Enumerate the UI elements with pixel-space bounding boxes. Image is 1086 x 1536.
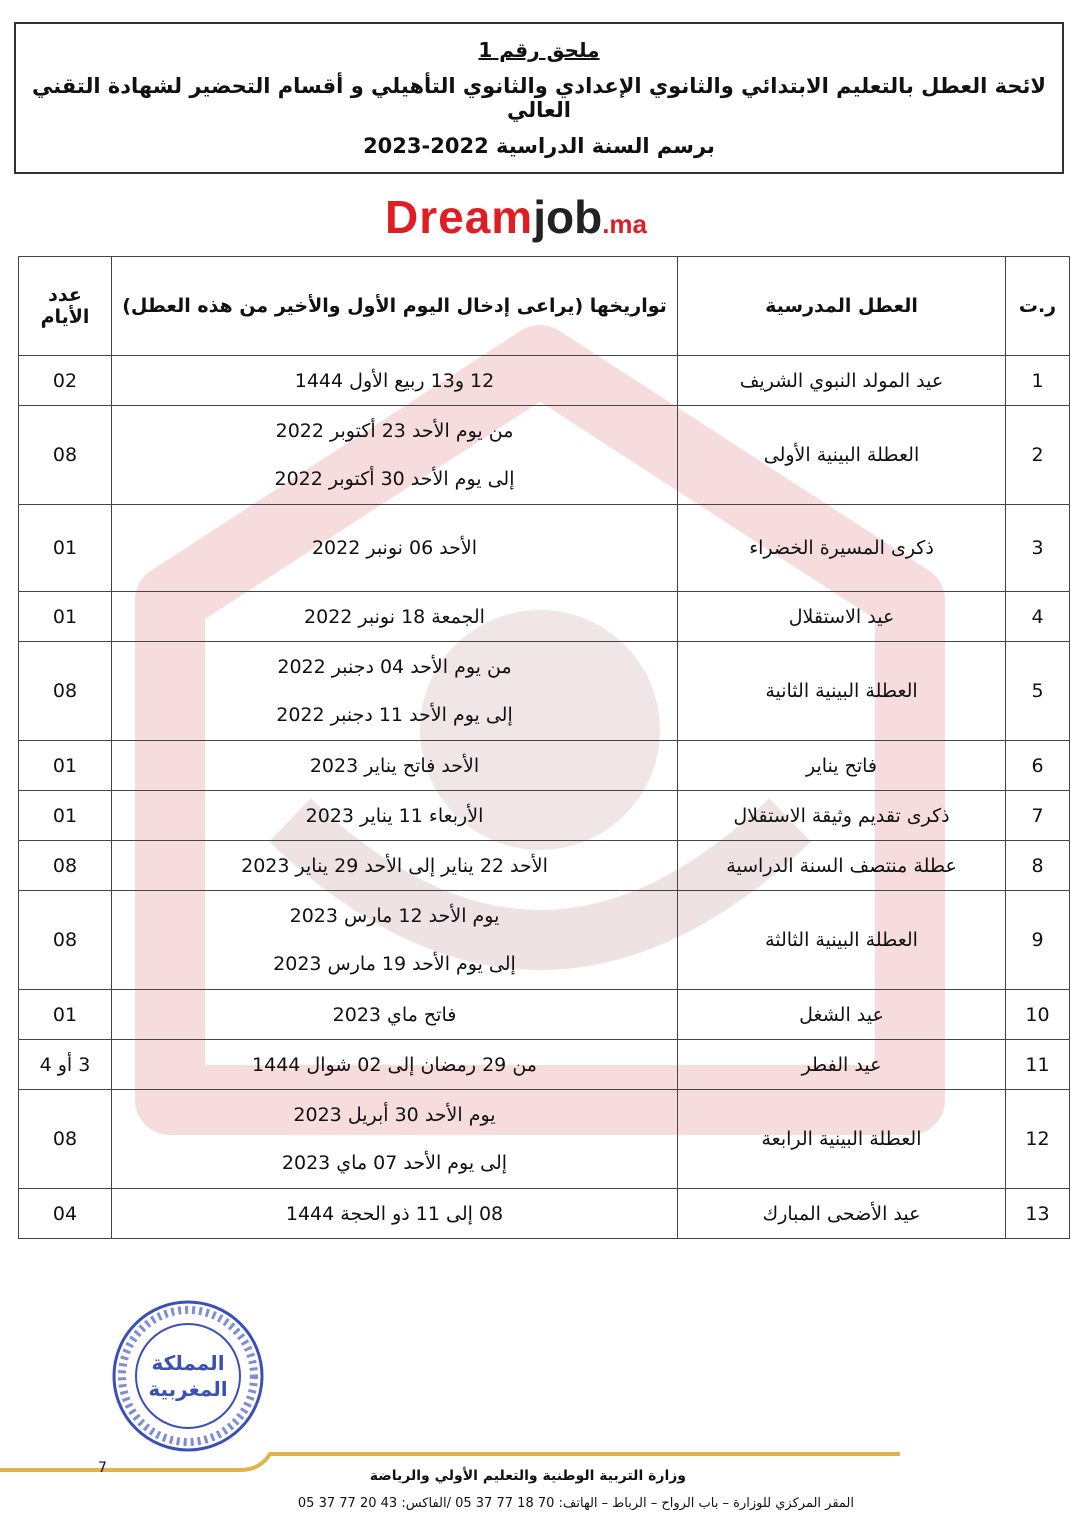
table-row	[19, 1189, 1070, 1239]
row-date-line: فاتح ماي 2023	[332, 1003, 457, 1026]
row-num: 7	[1006, 791, 1070, 841]
row-days: 08	[19, 642, 112, 741]
row-days: 01	[19, 505, 112, 592]
row-date-line: من يوم الأحد 23 أكتوبر 2022	[275, 420, 514, 442]
row-date-line: يوم الأحد 12 مارس 2023	[289, 905, 500, 927]
row-date-line: إلى يوم الأحد 30 أكتوبر 2022	[274, 468, 515, 490]
brand-tld: .ma	[602, 209, 647, 239]
row-num: 10	[1006, 990, 1070, 1040]
row-date-line: 08 إلى 11 ذو الحجة 1444	[285, 1202, 504, 1225]
row-days: 04	[19, 1189, 112, 1239]
row-days: 08	[19, 406, 112, 505]
row-dates	[112, 592, 678, 642]
row-dates	[112, 1040, 678, 1090]
row-name: العطلة البينية الثانية	[678, 642, 1006, 741]
row-name: العطلة البينية الرابعة	[678, 1090, 1006, 1189]
row-days: 01	[19, 741, 112, 791]
holidays-table	[18, 256, 1070, 1239]
header-dates: تواريخها (يراعى إدخال اليوم الأول والأخير من هذه العطل)	[112, 257, 678, 356]
row-name: عيد الأضحى المبارك	[678, 1189, 1006, 1239]
row-num: 9	[1006, 891, 1070, 990]
row-days: 01	[19, 592, 112, 642]
row-dates	[112, 791, 678, 841]
row-date-line: الأحد 22 يناير إلى الأحد 29 يناير 2023	[241, 854, 548, 877]
row-name: العطلة البينية الثالثة	[678, 891, 1006, 990]
row-date-line: إلى يوم الأحد 07 ماي 2023	[281, 1152, 508, 1174]
brand-dream: Dream	[385, 191, 534, 243]
row-num: 2	[1006, 406, 1070, 505]
row-name: فاتح يناير	[678, 741, 1006, 791]
row-date-line: 12 و13 ربيع الأول 1444	[294, 369, 495, 392]
stamp-text-top: المملكة	[151, 1351, 225, 1375]
row-date-line: الأحد 06 نونبر 2022	[311, 537, 478, 559]
row-date-line: الأحد فاتح يناير 2023	[309, 754, 480, 777]
row-num: 8	[1006, 841, 1070, 891]
brand-job: job	[533, 191, 603, 243]
table-row	[19, 891, 1070, 990]
header-name: العطل المدرسية	[678, 257, 1006, 356]
row-date-line: إلى يوم الأحد 19 مارس 2023	[273, 953, 516, 975]
header-days: عدد الأيام	[19, 257, 112, 356]
row-date-line: من يوم الأحد 04 دجنبر 2022	[277, 656, 512, 678]
row-name: عيد الفطر	[678, 1040, 1006, 1090]
row-dates	[112, 1090, 678, 1189]
official-stamp	[108, 1296, 268, 1456]
table-header-row	[19, 257, 1070, 356]
row-name: العطلة البينية الأولى	[678, 406, 1006, 505]
row-days: 02	[19, 356, 112, 406]
row-num: 12	[1006, 1090, 1070, 1189]
footer-ministry: وزارة التربية الوطنية والتعليم الأولي والرياضة	[369, 1468, 686, 1484]
table-row	[19, 1090, 1070, 1189]
row-name: عيد الشغل	[678, 990, 1006, 1040]
table-row	[19, 741, 1070, 791]
table-row	[19, 990, 1070, 1040]
school-year: برسم السنة الدراسية 2022-2023	[363, 134, 715, 158]
row-name: ذكرى تقديم وثيقة الاستقلال	[678, 791, 1006, 841]
row-dates	[112, 990, 678, 1040]
row-num: 13	[1006, 1189, 1070, 1239]
row-dates	[112, 841, 678, 891]
row-date-line: من 29 رمضان إلى 02 شوال 1444	[252, 1053, 537, 1076]
row-num: 1	[1006, 356, 1070, 406]
row-days: 08	[19, 841, 112, 891]
row-num: 3	[1006, 505, 1070, 592]
footer-address: المقر المركزي للوزارة – باب الرواح – الرباط – الهاتف: 70 18 77 37 05 /الفاكس: 43 20 77 37 05	[297, 1496, 854, 1511]
row-num: 11	[1006, 1040, 1070, 1090]
row-dates	[112, 505, 678, 592]
table-row	[19, 1040, 1070, 1090]
row-dates	[112, 642, 678, 741]
table-row	[19, 642, 1070, 741]
row-name: عيد المولد النبوي الشريف	[678, 356, 1006, 406]
row-name: ذكرى المسيرة الخضراء	[678, 505, 1006, 592]
row-dates	[112, 891, 678, 990]
row-date-line: الجمعة 18 نونبر 2022	[304, 605, 485, 628]
row-date-line: الأربعاء 11 يناير 2023	[305, 804, 484, 827]
row-dates	[112, 1189, 678, 1239]
row-name: عطلة منتصف السنة الدراسية	[678, 841, 1006, 891]
header-box	[14, 22, 1064, 174]
row-days: 08	[19, 1090, 112, 1189]
table-row	[19, 592, 1070, 642]
table-row	[19, 791, 1070, 841]
row-dates	[112, 741, 678, 791]
row-days: 01	[19, 990, 112, 1040]
brand-logo[interactable]	[385, 190, 647, 244]
row-date-line: يوم الأحد 30 أبريل 2023	[293, 1104, 496, 1126]
row-num: 4	[1006, 592, 1070, 642]
row-dates	[112, 406, 678, 505]
row-num: 5	[1006, 642, 1070, 741]
row-days: 08	[19, 891, 112, 990]
row-dates	[112, 356, 678, 406]
table-row	[19, 505, 1070, 592]
table-row	[19, 406, 1070, 505]
row-days: 3 أو 4	[19, 1040, 112, 1090]
row-date-line: إلى يوم الأحد 11 دجنبر 2022	[276, 704, 513, 726]
table-row	[19, 841, 1070, 891]
row-days: 01	[19, 791, 112, 841]
page-number: 7	[98, 1460, 107, 1476]
table-row	[19, 356, 1070, 406]
row-num: 6	[1006, 741, 1070, 791]
document-title: لائحة العطل بالتعليم الابتدائي والثانوي الإعدادي والثانوي التأهيلي و أقسام التحضير لشهادة التقني العالي	[31, 74, 1047, 122]
header-num: ر.ت	[1006, 257, 1070, 356]
annex-label: ملحق رقم 1	[478, 38, 600, 62]
row-name: عيد الاستقلال	[678, 592, 1006, 642]
stamp-text-bottom: المغربية	[148, 1377, 228, 1401]
